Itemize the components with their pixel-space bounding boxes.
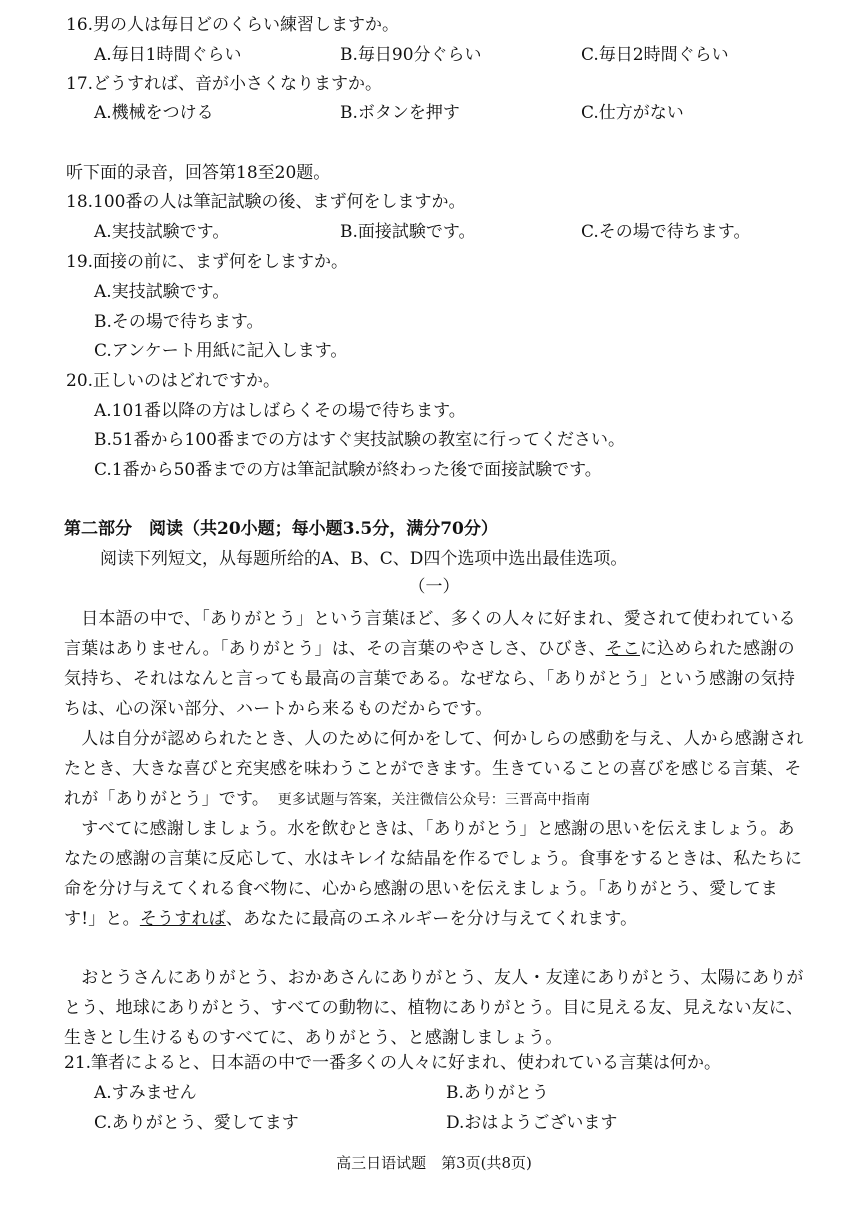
question-21-option-c[interactable]: C.ありがとう、愛してます [94,1113,299,1133]
passage-p3-text-b: 、あなたに最高のエネルギーを分け与えてくれます。 [225,909,638,929]
question-18-option-c[interactable]: C.その場で待ちます。 [581,222,751,242]
promo-note: 更多试题与答案，关注微信公众号：三晋高中指南 [277,792,591,808]
question-18-stem: 18.100番の人は筆記試験の後、まず何をしますか。 [66,192,466,212]
passage-p1-text-b: に込められた感謝の気持ち、それはなんと言っても最高の言葉である。なぜなら、「ありがとう」という感謝の気持ちは、心の深い部分、ハートから来るものだからです。 [64,639,796,719]
question-18-option-b[interactable]: B.面接試験です。 [340,222,476,242]
passage-paragraph-3 [64,814,810,934]
question-21-stem: 21.筆者によると、日本語の中で一番多くの人々に好まれ、使われている言葉は何か。 [64,1053,722,1073]
underlined-sousureba: そうすれば [139,909,226,929]
question-17-option-b[interactable]: B.ボタンを押す [340,103,460,123]
listening-instruction: 听下面的录音，回答第18至20题。 [66,163,331,183]
passage-paragraph-2 [64,724,810,815]
question-21-option-d[interactable]: D.おはようございます [446,1113,618,1133]
passage-p1-text-a: 日本語の中で、「ありがとう」という言葉ほど、多くの人々に好まれ、愛されて使われている言葉はありません。「ありがとう」は、その言葉のやさしさ、ひびき、 [64,609,796,659]
question-16-option-b[interactable]: B.毎日90分ぐらい [340,45,482,65]
question-19-option-c[interactable]: C.アンケート用紙に記入します。 [94,341,348,361]
question-19-stem: 19.面接の前に、まず何をしますか。 [66,252,349,272]
question-21-option-b[interactable]: B.ありがとう [446,1083,549,1103]
question-16-stem: 16.男の人は毎日どのくらい練習しますか。 [66,15,400,35]
question-16-option-a[interactable]: A.毎日1時間ぐらい [94,45,242,65]
section-number: （一） [408,577,460,597]
passage-paragraph-1 [64,604,810,724]
passage-paragraph-4: おとうさんにありがとう、おかあさんにありがとう、友人・友達にありがとう、太陽にありがとう、地球にありがとう、すべての動物に、植物にありがとう。目に見える友、見えない友に、生きとし生けるものすべてに、ありがとう、と感謝しましょう。 [64,968,804,1048]
question-19-option-a[interactable]: A.実技試験です。 [94,282,230,302]
question-17-stem: 17.どうすれば、音が小さくなりますか。 [66,74,383,94]
question-20-option-a[interactable]: A.101番以降の方はしばらくその場で待ちます。 [94,401,466,421]
question-19-option-b[interactable]: B.その場で待ちます。 [94,312,264,332]
question-18-option-a[interactable]: A.実技試験です。 [94,222,230,242]
question-20-option-b[interactable]: B.51番から100番までの方はすぐ実技試験の教室に行ってください。 [94,430,625,450]
part2-heading: 第二部分 阅读（共20小题；每小题3.5分，满分70分） [64,519,498,539]
question-17-option-a[interactable]: A.機械をつける [94,103,214,123]
page-footer: 高三日语试题 第3页(共8页) [336,1154,532,1172]
passage-p3-text-a: すべてに感謝しましょう。水を飲むときは、「ありがとう」と感謝の思いを伝えましょう。あなたの感謝の言葉に反応して、水はキレイな結晶を作るでしょう。食事をするときは、私たちに命を分け与えてくれる食べ物に、心から感謝の思いを伝えましょう。「ありがとう、愛してます!」と。 [64,819,803,929]
underlined-soko: そこ [605,639,640,659]
question-20-stem: 20.正しいのはどれですか。 [66,371,281,391]
question-20-option-c[interactable]: C.1番から50番までの方は筆記試験が終わった後で面接試験です。 [94,460,602,480]
question-21-option-a[interactable]: A.すみません [94,1083,197,1103]
question-16-option-c[interactable]: C.毎日2時間ぐらい [581,45,729,65]
part2-instruction: 阅读下列短文，从每题所给的A、B、C、D四个选项中选出最佳选项。 [100,549,628,569]
question-17-option-c[interactable]: C.仕方がない [581,103,684,123]
passage-p2-text: 人は自分が認められたとき、人のために何かをして、何かしらの感動を与え、人から感謝されたとき、大きな喜びと充実感を味わうことができます。生きていることの喜びを感じる言葉、それが「ありがとう」です。 [64,729,804,809]
